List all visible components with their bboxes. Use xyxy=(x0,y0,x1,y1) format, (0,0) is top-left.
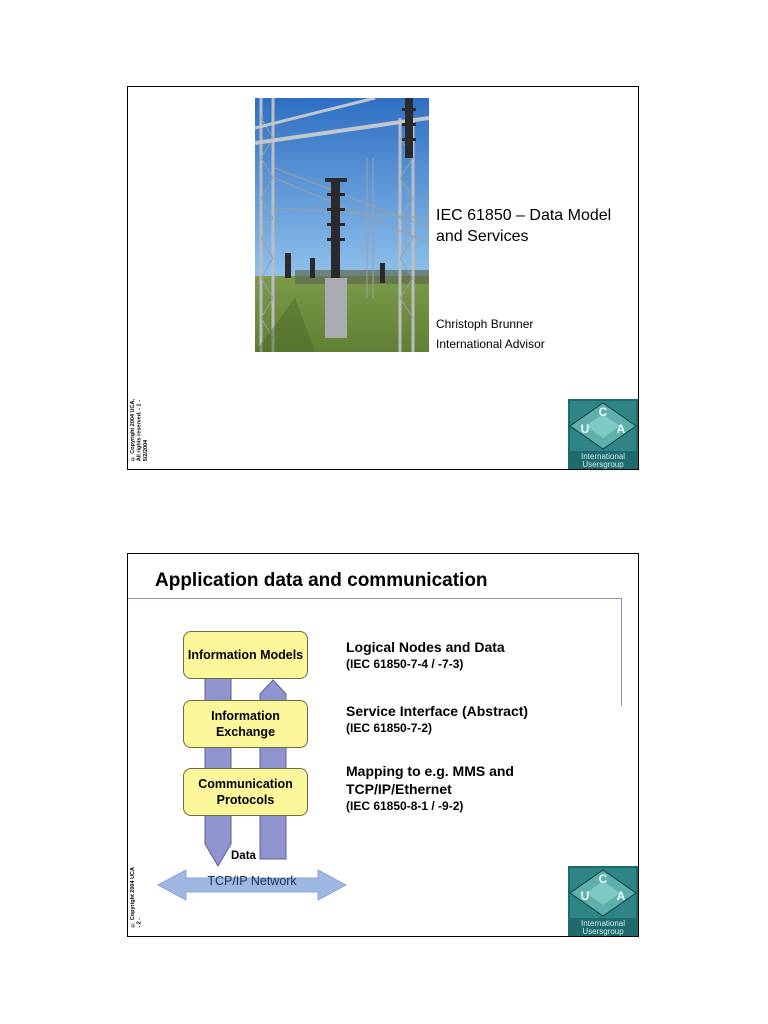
description-reference: (IEC 61850-8-1 / -9-2) xyxy=(346,799,464,813)
description-reference: (IEC 61850-7-4 / -7-3) xyxy=(346,657,464,671)
description-main: Service Interface (Abstract) xyxy=(346,703,529,719)
copyright-note xyxy=(130,867,143,928)
description-main: Mapping to e.g. MMS and TCP/IP/Ethernet xyxy=(346,763,514,797)
logo-letter: C xyxy=(598,405,608,419)
substation-photo xyxy=(255,98,429,352)
copyright-date: 5/2/2004 xyxy=(143,439,149,461)
author-role: International Advisor xyxy=(436,337,545,351)
description-logical-nodes xyxy=(346,638,505,672)
logo-letter: A xyxy=(616,889,626,903)
copyright-line: All rights reserved. - 1 - xyxy=(136,399,143,461)
author-name: Christoph Brunner xyxy=(436,317,534,331)
logo-text: International xyxy=(580,919,626,928)
logo-letter: C xyxy=(598,872,608,886)
slide-2 xyxy=(127,553,639,937)
logo-text: Usersgroup xyxy=(582,460,624,469)
description-main: Logical Nodes and Data xyxy=(346,639,505,655)
author-block xyxy=(436,314,545,354)
copyright-line: © Copyright 2004 UCA, xyxy=(130,398,136,461)
communication-protocols-box xyxy=(183,768,308,816)
data-label: Data xyxy=(231,850,256,862)
logo-letter: U xyxy=(580,422,590,436)
box-label: Information Models xyxy=(187,648,304,662)
information-models-box xyxy=(183,631,308,679)
information-exchange-box xyxy=(183,700,308,748)
uca-logo xyxy=(568,399,638,469)
presentation-title: IEC 61850 – Data Model and Services xyxy=(436,207,612,245)
description-mapping xyxy=(346,762,546,814)
page-number: - 2 - xyxy=(136,918,143,928)
logo-letter: U xyxy=(580,889,590,903)
network-label: TCP/IP Network xyxy=(207,874,297,888)
box-label: Information Exchange xyxy=(211,709,280,739)
uca-logo xyxy=(568,866,638,936)
copyright-note xyxy=(130,399,150,461)
logo-text: Usersgroup xyxy=(582,927,624,936)
description-reference: (IEC 61850-7-2) xyxy=(346,721,433,735)
slide-1 xyxy=(127,86,639,470)
box-label: Communication Protocols xyxy=(198,777,293,807)
slide-title: Application data and communication xyxy=(155,570,488,591)
copyright-line: © Copyright 2004 UCA xyxy=(130,867,136,928)
description-service-interface xyxy=(346,702,528,736)
logo-letter: A xyxy=(616,422,626,436)
logo-text: International xyxy=(580,452,626,461)
